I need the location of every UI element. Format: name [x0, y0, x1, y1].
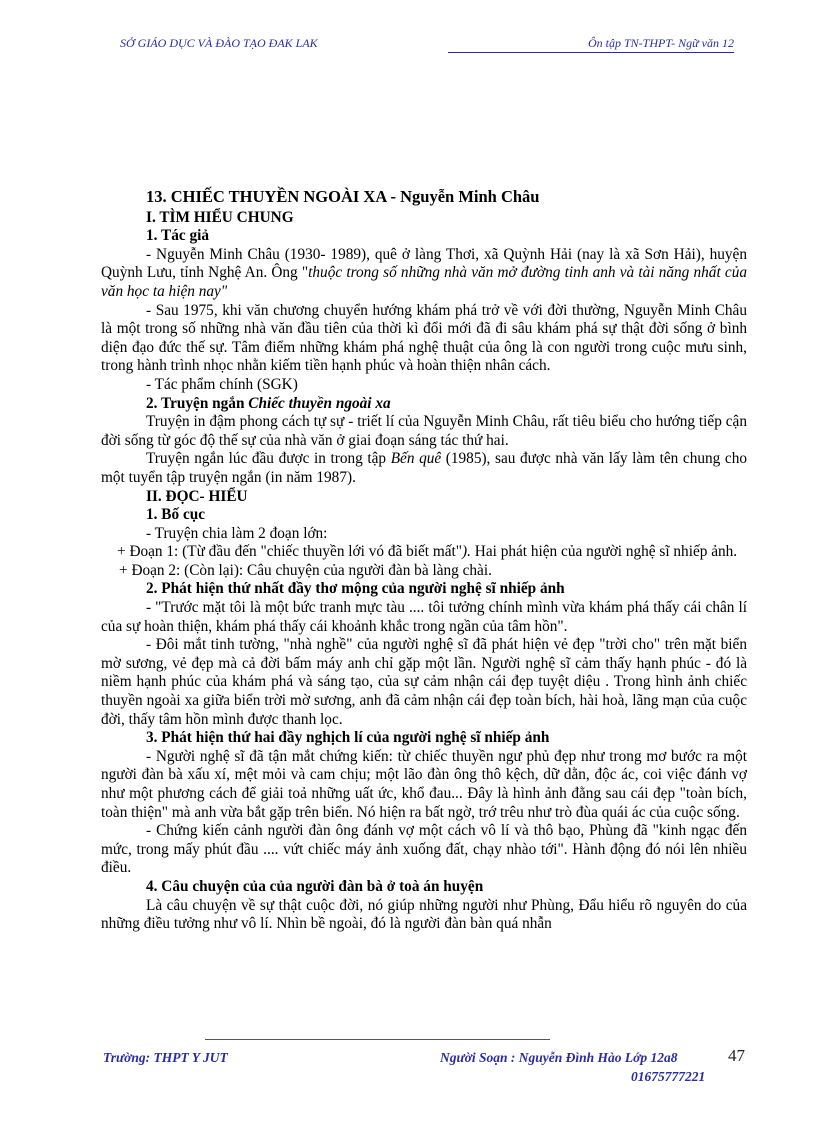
paragraph-beauty: - Đôi mắt tinh tường, "nhà nghề" của người nghệ sĩ đã phát hiện vẻ đẹp "trời cho" trên mặt biển mờ sương, vẻ đẹp mà cả đời bấm máy anh chỉ gặp một lần. Người nghệ sĩ cảm thấy hạnh phúc - đó là niềm hạnh phúc của khám phá và sáng tạo, của sự cảm nhận cái đẹp tuyệt diệu . Trong hình ảnh chiếc thuyền ngoài xa giữa biển trời mờ sương, anh đã cảm nhận cái đẹp toàn bích, hài hoà, lãng mạn của cuộc đời, thấy tâm hồn mình được thanh lọc.	[101, 636, 747, 728]
paragraph-reaction: - Chứng kiến cảnh người đàn ông đánh vợ một cách vô lí và thô bạo, Phùng đã "kinh ngạc đến mức, trong mấy phút đầu .... vứt chiếc máy ảnh xuống đất, chạy nhào tới". Hành động đó nói lên nhiều điều.	[101, 822, 747, 877]
document-body	[101, 188, 747, 934]
footer-divider	[205, 1039, 550, 1040]
footer-school: Trường: THPT Y JUT	[103, 1050, 228, 1065]
paragraph-author-bio: - Nguyễn Minh Châu (1930- 1989), quê ở làng Thơi, xã Quỳnh Hải (nay là xã Sơn Hải), huyện Quỳnh Lưu, tỉnh Nghệ An. Ông "thuộc trong số những nhà văn mở đường tinh anh và tài năng nhất của văn học ta hiện nay"	[101, 245, 747, 300]
paragraph-publication: Truyện ngắn lúc đầu được in trong tập Bến quê (1985), sau được nhà văn lấy làm tên chung cho một tuyển tập truyện ngắn (in năm 1987).	[101, 450, 747, 486]
header-course: Ôn tập TN-THPT- Ngữ văn 12	[448, 36, 734, 53]
paragraph-style: Truyện in đậm phong cách tự sự - triết lí của Nguyễn Minh Châu, rất tiêu biểu cho hướng tiếp cận đời sống từ góc độ thế sự của nhà văn ở giai đoạn sáng tác thứ hai.	[101, 413, 747, 449]
subheading-court-story: 4. Câu chuyện của của người đàn bà ở toà án huyện	[146, 877, 484, 895]
section-heading-1: I. TÌM HIỂU CHUNG	[146, 208, 294, 226]
footer-phone: 01675777221	[631, 1069, 706, 1084]
paragraph-part-1: + Đoạn 1: (Từ đầu đến "chiếc thuyền lới vó đã biết mất"). Hai phát hiện của người nghệ sĩ nhiếp ảnh.	[117, 543, 738, 561]
subheading-structure: 1. Bố cục	[146, 506, 206, 524]
paragraph-quote: - "Trước mặt tôi là một bức tranh mực tàu .... tôi tưởng chính mình vừa khám phá thấy cái chân lí của sự hoàn thiện, khám phá thấy cái khoảnh khắc trong ngần của tâm hồn".	[101, 599, 747, 635]
paragraph-truth: Là câu chuyện về sự thật cuộc đời, nó giúp những người như Phùng, Đẩu hiểu rõ nguyên do của những điều tưởng như vô lí. Nhìn bề ngoài, đó là người đàn bàn quá nhẫn	[101, 896, 747, 933]
section-heading-2: II. ĐỌC- HIỂU	[146, 487, 248, 505]
doc-title: 13. CHIẾC THUYỀN NGOÀI XA - Nguyễn Minh Châu	[146, 187, 540, 206]
subheading-discovery-1: 2. Phát hiện thứ nhất đầy thơ mộng của người nghệ sĩ nhiếp ảnh	[146, 580, 565, 598]
paragraph-witness: - Người nghệ sĩ đã tận mắt chứng kiến: từ chiếc thuyền ngư phủ đẹp như trong mơ bước ra một người đàn bà xấu xí, mệt mỏi và cam chịu; một lão đàn ông thô kệch, dữ dằn, độc ác, coi việc đánh vợ như một phương cách để giải toả những uất ức, khổ đau... Đây là hình ảnh đằng sau cái đẹp "toàn bích, toàn thiện" mà anh vừa bắt gặp trên biển. Nó hiện ra bất ngờ, trớ trêu như trò đùa quái ác của cuộc sống.	[101, 747, 747, 821]
header-department: SỞ GIÁO DỤC VÀ ĐÀO TẠO ĐAK LAK	[120, 36, 318, 50]
paragraph-part-2: + Đoạn 2: (Còn lại): Câu chuyện của người đàn bà làng chài.	[119, 561, 492, 579]
paragraph-works: - Tác phẩm chính (SGK)	[146, 375, 298, 393]
footer-author: Người Soạn : Nguyễn Đình Hào Lớp 12a8	[440, 1050, 678, 1065]
paragraph-career: - Sau 1975, khi văn chương chuyển hướng khám phá trở về với đời thường, Nguyễn Minh Châu là một trong số những nhà văn đầu tiên của thời kì đổi mới đã đi sâu khám phá sự thật đời sống ở bình diện đạo đức thế sự. Tâm điểm những khám phá nghệ thuật của ông là con người trong cuộc mưu sinh, trong hành trình nhọc nhằn kiếm tiền hạnh phúc và hoàn thiện nhân cách.	[101, 301, 747, 375]
subheading-discovery-2: 3. Phát hiện thứ hai đầy nghịch lí của người nghệ sĩ nhiếp ảnh	[146, 729, 550, 747]
subheading-story: 2. Truyện ngắn Chiếc thuyền ngoài xa	[146, 394, 391, 412]
page-number: 47	[728, 1046, 745, 1065]
subheading-author: 1. Tác giả	[146, 227, 210, 245]
paragraph-structure: - Truyện chia làm 2 đoạn lớn:	[146, 524, 328, 542]
